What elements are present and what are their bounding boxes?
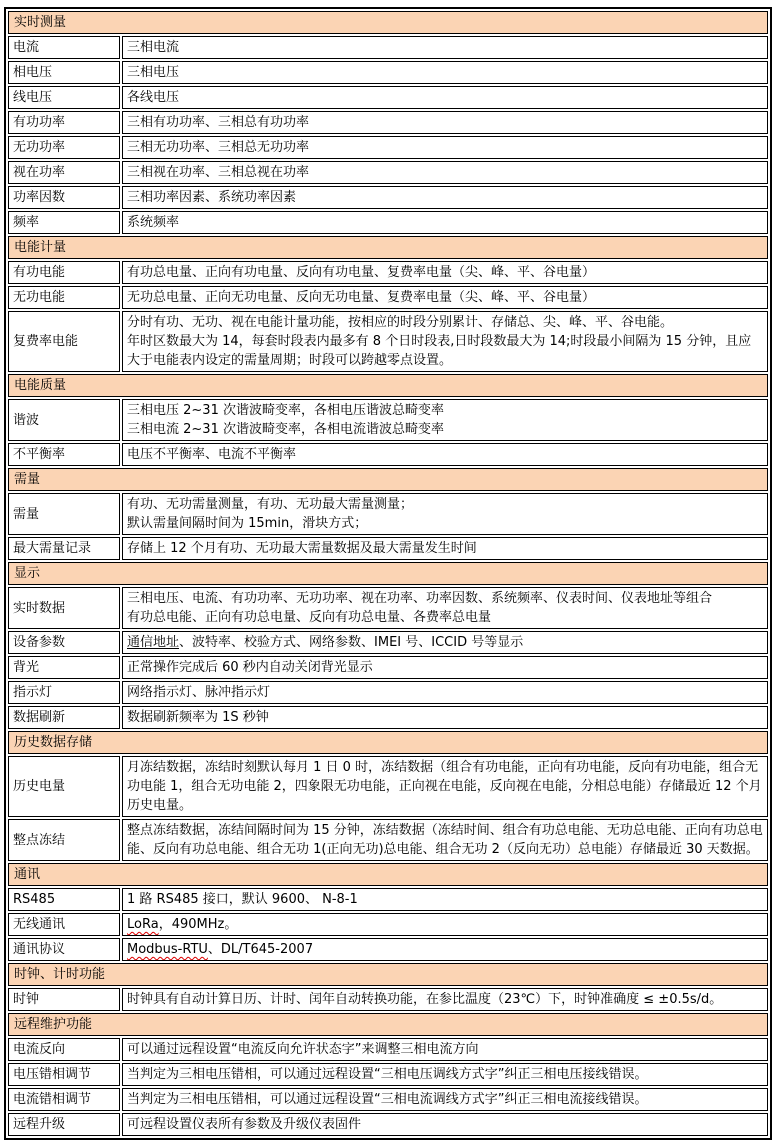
spec-row (8, 493, 768, 535)
row-label: 不平衡率 (8, 443, 120, 466)
spec-row (8, 261, 768, 284)
spec-row (8, 681, 768, 704)
spec-row (8, 286, 768, 309)
row-value-text: 数据刷新频率为 1S 秒钟 (127, 710, 269, 725)
row-value (122, 493, 768, 535)
row-label: 整点冻结 (8, 819, 120, 861)
row-value-text: 时钟具有自动计算日历、计时、闰年自动转换功能，在参比温度（23℃）下，时钟准确度 ≤ ±0.5s/d。 (127, 992, 723, 1007)
spec-table-body (8, 11, 768, 1136)
row-value-text: 有功、无功需量测量，有功、无功最大需量测量； (127, 497, 414, 512)
spec-row (8, 1038, 768, 1061)
row-value-text: 无功总电量、正向无功电量、反向无功电量、复费率电量（尖、峰、平、谷电量） (127, 290, 596, 305)
section-header-row (8, 11, 768, 34)
row-value-text: 三相电压 (127, 65, 180, 80)
row-value (122, 819, 768, 861)
row-value-text: 三相无功功率、三相总无功功率 (127, 140, 310, 155)
section-header: 通讯 (8, 863, 768, 886)
section-header: 实时测量 (8, 11, 768, 34)
spec-row (8, 656, 768, 679)
row-label: 无功电能 (8, 286, 120, 309)
row-label: 无功功率 (8, 136, 120, 159)
row-label: 相电压 (8, 61, 120, 84)
row-value-text: 存储上 12 个月有功、无功最大需量数据及最大需量发生时间 (127, 541, 477, 556)
section-header-row (8, 731, 768, 754)
row-value (122, 756, 768, 817)
row-value-text: 年时区数最大为 14，每套时段表内最多有 8 个日时段表,日时段数最大为 14;时段最小间隔为 15 分钟，且应大于电能表内设定的需量周期；时段可以跨越零点设置。 (127, 334, 752, 368)
row-value (122, 211, 768, 234)
row-value-text: 整点冻结数据，冻结间隔时间为 15 分钟，冻结数据（冻结时间、组合有功总电能、无功总电能、正向有功总电能、反向有功总电能、组合无功 1(正向无功)总电能、组合无功 2（反向无功）总电能）存储最近 30 天数据。 (127, 823, 763, 857)
spellcheck-word: LoRa (127, 917, 159, 932)
row-value-text: 1 路 RS485 接口，默认 9600、 N-8-1 (127, 892, 358, 907)
row-label: 复费率电能 (8, 311, 120, 372)
spec-row (8, 136, 768, 159)
spec-row (8, 913, 768, 936)
row-value (122, 61, 768, 84)
row-value-text: 三相视在功率、三相总视在功率 (127, 165, 310, 180)
spec-row (8, 399, 768, 441)
spec-row (8, 587, 768, 629)
row-value (122, 1063, 768, 1086)
row-value (122, 587, 768, 629)
row-value-text: 电压不平衡率、电流不平衡率 (127, 447, 297, 462)
row-label: 有功功率 (8, 111, 120, 134)
row-label: 有功电能 (8, 261, 120, 284)
row-label: 通讯协议 (8, 938, 120, 961)
row-label: 数据刷新 (8, 706, 120, 729)
row-label: 需量 (8, 493, 120, 535)
row-label: 设备参数 (8, 631, 120, 654)
row-value-text: 三相电压、电流、有功功率、无功功率、视在功率、功率因数、系统频率、仪表时间、仪表地址等组合 (127, 591, 713, 606)
row-value (122, 631, 768, 654)
spec-row (8, 1063, 768, 1086)
section-header: 电能质量 (8, 374, 768, 397)
spec-row (8, 631, 768, 654)
spec-row (8, 537, 768, 560)
spec-row (8, 1088, 768, 1111)
section-header-row (8, 562, 768, 585)
row-label: 线电压 (8, 86, 120, 109)
row-value (122, 443, 768, 466)
row-value (122, 186, 768, 209)
row-value (122, 161, 768, 184)
section-header: 显示 (8, 562, 768, 585)
spec-row (8, 988, 768, 1011)
row-value (122, 111, 768, 134)
section-header-row (8, 374, 768, 397)
row-label: 视在功率 (8, 161, 120, 184)
spec-row (8, 311, 768, 372)
row-value (122, 261, 768, 284)
spec-row (8, 86, 768, 109)
row-value-text: Modbus-RTU、DL/T645-2007 (127, 942, 314, 957)
row-value-text: 三相功率因素、系统功率因素 (127, 190, 297, 205)
section-header-row (8, 236, 768, 259)
row-value (122, 681, 768, 704)
row-value (122, 656, 768, 679)
row-value (122, 913, 768, 936)
row-label: 历史电量 (8, 756, 120, 817)
row-label: 远程升级 (8, 1113, 120, 1136)
spec-row (8, 938, 768, 961)
row-value-text: 当判定为三相电压错相，可以通过远程设置“三相电流调线方式字”纠正三相电流接线错误。 (127, 1092, 648, 1107)
spec-row (8, 161, 768, 184)
row-value-text: 三相电流 (127, 40, 180, 55)
row-value-text: 分时有功、无功、视在电能计量功能，按相应的时段分别累计、存储总、尖、峰、平、谷电能。 (127, 315, 674, 330)
row-value-text: 有功总电量、正向有功电量、反向有功电量、复费率电量（尖、峰、平、谷电量） (127, 265, 596, 280)
row-label: 功率因数 (8, 186, 120, 209)
row-value (122, 136, 768, 159)
spec-row (8, 186, 768, 209)
row-value (122, 36, 768, 59)
row-label: 频率 (8, 211, 120, 234)
spec-row (8, 111, 768, 134)
row-value (122, 1038, 768, 1061)
spellcheck-word: Modbus-RTU (127, 942, 208, 957)
row-label: 背光 (8, 656, 120, 679)
row-label: 谐波 (8, 399, 120, 441)
spec-row (8, 211, 768, 234)
section-header: 电能计量 (8, 236, 768, 259)
row-value (122, 537, 768, 560)
row-value-text: 月冻结数据，冻结时刻默认每月 1 日 0 时，冻结数据（组合有功电能，正向有功电能，反向有功电能，组合无功电能 1，组合无功电能 2，四象限无功电能，正向视在电能，反向视在电能，分相总电能）存储最近 12 个月历史电量。 (127, 760, 762, 813)
section-header: 需量 (8, 468, 768, 491)
underlined-word: 通信地址 (127, 635, 180, 650)
row-label: 实时数据 (8, 587, 120, 629)
spec-row (8, 36, 768, 59)
row-value (122, 938, 768, 961)
spec-row (8, 888, 768, 911)
section-header-row (8, 468, 768, 491)
row-value-text: LoRa，490MHz。 (127, 917, 238, 932)
section-header: 历史数据存储 (8, 731, 768, 754)
row-value-text: 三相电流 2~31 次谐波畸变率，各相电流谐波总畸变率 (127, 422, 444, 437)
row-value (122, 286, 768, 309)
row-label: 指示灯 (8, 681, 120, 704)
row-value (122, 399, 768, 441)
row-value-text: 三相电压 2~31 次谐波畸变率，各相电压谐波总畸变率 (127, 403, 444, 418)
row-value-text: 通信地址、波特率、校验方式、网络参数、IMEI 号、ICCID 号等显示 (127, 635, 524, 650)
row-value (122, 988, 768, 1011)
row-value-text: 各线电压 (127, 90, 180, 105)
section-header-row (8, 863, 768, 886)
row-label: 电流反向 (8, 1038, 120, 1061)
spec-row (8, 756, 768, 817)
row-value-text: 三相有功功率、三相总有功功率 (127, 115, 310, 130)
section-header-row (8, 1013, 768, 1036)
row-value-text: 正常操作完成后 60 秒内自动关闭背光显示 (127, 660, 373, 675)
row-value-text: 可远程设置仪表所有参数及升级仪表固件 (127, 1117, 362, 1132)
spec-row (8, 61, 768, 84)
row-label: RS485 (8, 888, 120, 911)
row-value (122, 706, 768, 729)
row-value (122, 311, 768, 372)
row-value-text: 可以通过远程设置“电流反向允许状态字”来调整三相电流方向 (127, 1042, 479, 1057)
row-label: 电流错相调节 (8, 1088, 120, 1111)
row-value (122, 1088, 768, 1111)
section-header: 时钟、计时功能 (8, 963, 768, 986)
row-value (122, 888, 768, 911)
row-value-text: 默认需量间隔时间为 15min，滑块方式； (127, 516, 368, 531)
row-value-text: 当判定为三相电压错相，可以通过远程设置“三相电压调线方式字”纠正三相电压接线错误。 (127, 1067, 648, 1082)
spec-row (8, 1113, 768, 1136)
section-header-row (8, 963, 768, 986)
row-value-text: 网络指示灯、脉冲指示灯 (127, 685, 271, 700)
spec-table (4, 7, 772, 1140)
spec-row (8, 443, 768, 466)
spec-row (8, 706, 768, 729)
row-value (122, 86, 768, 109)
section-header: 远程维护功能 (8, 1013, 768, 1036)
row-value-text: 有功总电能、正向有功总电量、反向有功总电量、各费率总电量 (127, 610, 492, 625)
row-label: 最大需量记录 (8, 537, 120, 560)
row-value (122, 1113, 768, 1136)
row-label: 时钟 (8, 988, 120, 1011)
row-label: 无线通讯 (8, 913, 120, 936)
row-label: 电压错相调节 (8, 1063, 120, 1086)
row-value-text: 系统频率 (127, 215, 180, 230)
spec-row (8, 819, 768, 861)
row-label: 电流 (8, 36, 120, 59)
